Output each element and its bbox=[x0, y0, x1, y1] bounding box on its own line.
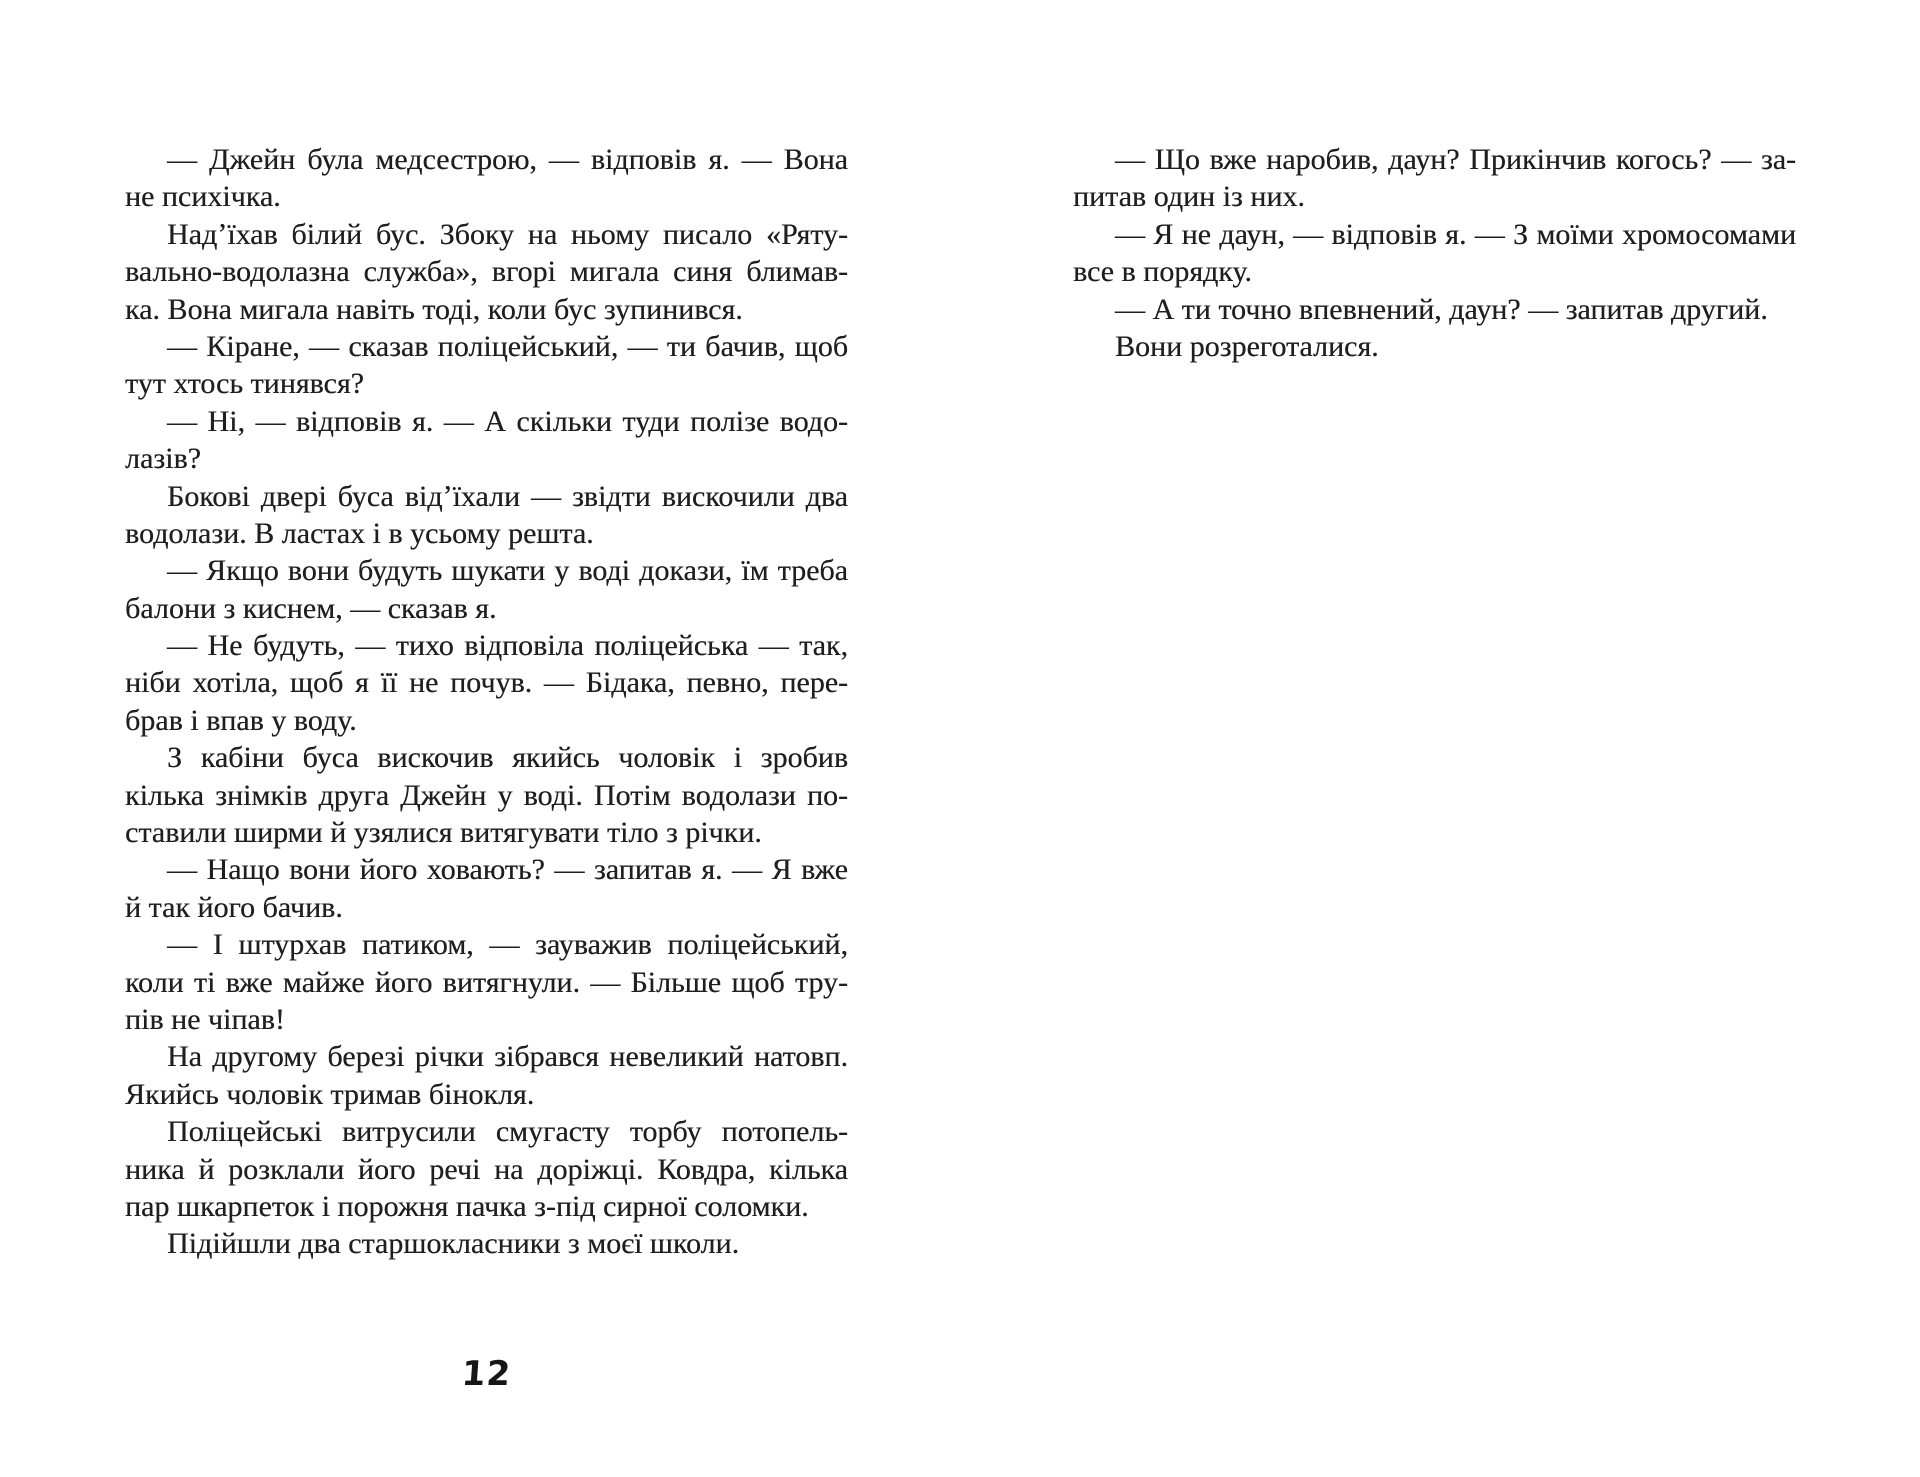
text-line: — А ти точно впевнений, даун? — запитав другий. bbox=[1115, 292, 1768, 326]
text-line: балони з киснем, — сказав я. bbox=[125, 591, 497, 625]
text-line: ника й розклали його речі на доріжці. Ковдра, кілька bbox=[125, 1152, 848, 1186]
text-line: Якийсь чоловік тримав бінокля. bbox=[125, 1077, 535, 1111]
text-line: ставили ширми й узялися витягувати тіло з річки. bbox=[125, 816, 762, 850]
text-line: Вони розреготалися. bbox=[1115, 329, 1379, 363]
page-number: 12 bbox=[460, 1354, 513, 1394]
text-line: водолази. В ластах і в усьому решта. bbox=[125, 516, 594, 550]
text-line: й так його бачив. bbox=[125, 890, 343, 924]
text-line: не психічка. bbox=[125, 180, 281, 214]
text-line: Поліцейські витрусили смугасту торбу потопель- bbox=[167, 1115, 848, 1149]
text-line: все в порядку. bbox=[1073, 255, 1252, 289]
text-line: Бокові двері буса відʼїхали — звідти вискочили два bbox=[167, 479, 848, 513]
right-page-text bbox=[1073, 141, 1796, 365]
text-line: коли ті вже майже його витягнули. — Більше щоб тру- bbox=[125, 965, 848, 999]
text-line: — Нащо вони його ховають? — запитав я. — Я вже bbox=[167, 853, 848, 887]
text-line: — Джейн була медсестрою, — відповів я. — Вона bbox=[167, 143, 848, 176]
text-line: кілька знімків друга Джейн у воді. Потім водолази по- bbox=[125, 778, 848, 812]
text-line: — Якщо вони будуть шукати у воді докази, їм треба bbox=[167, 554, 848, 588]
text-line: ка. Вона мигала навіть тоді, коли бус зупинився. bbox=[125, 292, 743, 326]
text-line: тут хтось тинявся? bbox=[125, 367, 364, 401]
text-line: пар шкарпеток і порожня пачка з-під сирної соломки. bbox=[125, 1189, 809, 1223]
text-line: На другому березі річки зібрався невеликий натовп. bbox=[167, 1040, 848, 1074]
text-line: питав один із них. bbox=[1073, 180, 1305, 214]
text-line: пів не чіпав! bbox=[125, 1002, 285, 1036]
text-line: — Кіране, — сказав поліцейський, — ти бачив, щоб bbox=[167, 329, 848, 363]
text-line: Підійшли два старшокласники з моєї школи. bbox=[167, 1227, 740, 1261]
text-line: лазів? bbox=[125, 442, 201, 476]
text-line: — Ні, — відповів я. — А скільки туди полізе водо- bbox=[167, 404, 848, 438]
text-line: — Я не даун, — відповів я. — З моїми хромосомами bbox=[1115, 217, 1796, 251]
text-line: вально-водолазна служба», вгорі мигала синя блимав- bbox=[125, 255, 848, 289]
text-line: Надʼїхав білий бус. Збоку на ньому писало «Ряту- bbox=[167, 217, 848, 251]
text-line: З кабіни буса вискочив якийсь чоловік і зробив bbox=[167, 741, 848, 775]
text-line: — Що вже наробив, даун? Прикінчив когось? — за- bbox=[1115, 143, 1796, 176]
text-line: — Не будуть, — тихо відповіла поліцейська — так, bbox=[167, 629, 848, 663]
text-line: ніби хотіла, щоб я її не почув. — Бідака, певно, пере- bbox=[125, 666, 848, 700]
text-line: брав і впав у воду. bbox=[125, 703, 357, 737]
text-line: — І штурхав патиком, — зауважив поліцейський, bbox=[167, 928, 848, 962]
left-page-text bbox=[125, 141, 848, 1263]
